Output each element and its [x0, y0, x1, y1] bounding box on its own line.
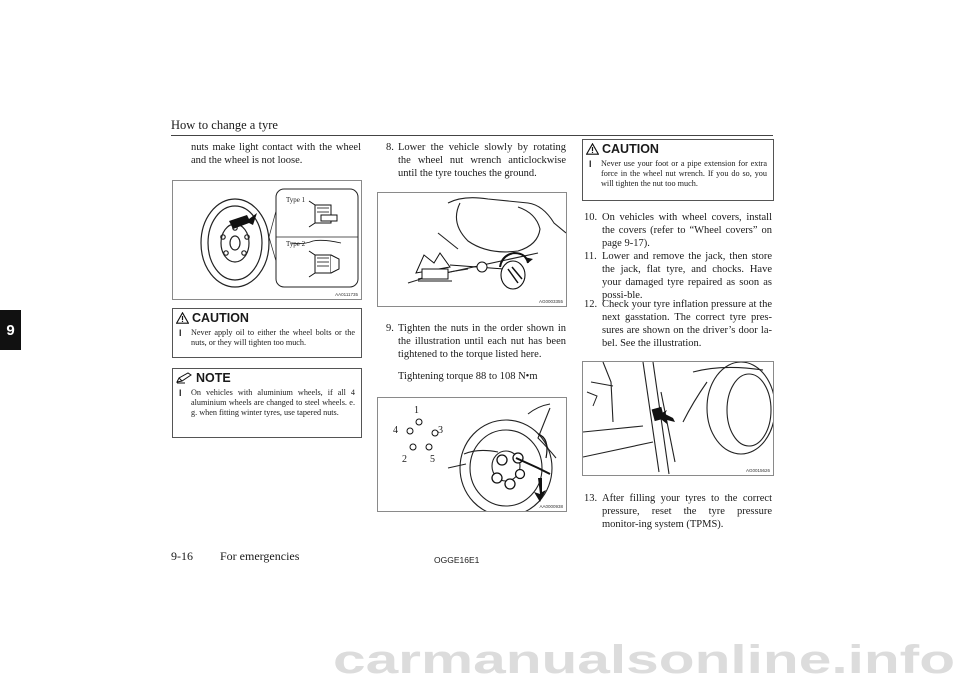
wheel-nut-illustration [173, 181, 361, 299]
figure-door-label [582, 361, 774, 476]
step-8 [386, 141, 566, 180]
type2-label: Type 2 [286, 240, 306, 248]
order-label-5: 5 [430, 454, 435, 465]
figure-code: AG0003355 [538, 299, 563, 304]
step-text: On vehicles with wheel covers, install the covers (refer to “Wheel covers” on page 9-17). [602, 212, 772, 249]
section-name: For emergencies [220, 549, 300, 563]
step-number: 8. [386, 142, 394, 153]
step-12 [584, 298, 772, 350]
watermark-text: carmanualsonline.info [333, 638, 955, 679]
caution-box-right [582, 139, 774, 201]
step-9 [386, 322, 566, 361]
type1-label: Type 1 [286, 196, 306, 204]
step-text: After filling your tyres to the correct pressure, reset the tyre pressure monitor-ing system (TPMS). [602, 493, 772, 530]
order-label-3: 3 [438, 425, 443, 436]
step-number: 9. [386, 323, 394, 334]
figure-tightening-order [377, 397, 567, 512]
caution-title: CAUTION [602, 141, 659, 156]
note-box [172, 368, 362, 438]
intro-text: nuts make light contact with the wheel and the wheel is not loose. [191, 142, 361, 166]
page-header-title: How to change a tyre [171, 118, 278, 132]
step-text: Check your tyre inflation pressure at the next gasstation. The correct tyre pres-sures are shown on the driver’s door la-bel. See the illustration. [602, 299, 772, 349]
step-text: Lower and remove the jack, then store the jack, flat tyre, and chocks. Have your damaged tyre repaired as soon as possi-ble. [602, 251, 772, 301]
note-title: NOTE [196, 370, 231, 385]
jack-lowering-illustration [378, 193, 566, 306]
step-13 [584, 492, 772, 531]
caution-text: Never apply oil to either the wheel bolts or the nuts, or they will tighten too much. [191, 328, 355, 347]
figure-wheel-nut-types [172, 180, 362, 300]
caution-text: Never use your foot or a pipe extension for extra force in the wheel nut wrench. If you do so, you will tighten the nut too much. [601, 159, 767, 188]
warning-triangle-icon [586, 143, 599, 155]
step-10 [584, 211, 772, 250]
step-number: 10. [584, 212, 598, 223]
figure-lowering-vehicle [377, 192, 567, 307]
order-label-1: 1 [414, 405, 419, 416]
bullet-icon: l [179, 328, 182, 338]
step-text: Lower the vehicle slowly by rotating the wheel nut wrench anticlockwise until the tyre touches the ground. [398, 142, 566, 179]
order-label-4: 4 [393, 425, 398, 436]
step-number: 12. [584, 299, 598, 310]
caution-header [173, 309, 361, 326]
caution-title: CAUTION [192, 310, 249, 325]
watermark [0, 635, 960, 679]
bullet-icon: l [179, 388, 182, 398]
watermark-text-graphic [0, 635, 960, 679]
step-number: 11. [584, 251, 597, 262]
step-11 [584, 250, 772, 302]
bullet-icon: l [589, 159, 592, 169]
page-number: 9-16 [171, 549, 193, 563]
chapter-tab: 9 [0, 310, 21, 350]
figure-code: AG0015626 [745, 468, 770, 473]
note-text: On vehicles with aluminium wheels, if all 4 aluminium wheels are changed to steel wheels. e. g. when fitting winter tyres, use tapered nuts. [191, 388, 355, 417]
note-header [173, 369, 361, 386]
step-number: 13. [584, 493, 598, 504]
note-pencil-icon [176, 372, 193, 384]
order-label-2: 2 [402, 454, 407, 465]
document-code: OGGE16E1 [434, 555, 480, 565]
header-divider [171, 135, 773, 136]
figure-code: AA0000938 [539, 504, 563, 509]
caution-header [583, 140, 773, 157]
warning-triangle-icon [176, 312, 189, 324]
step-text: Tighten the nuts in the order shown in the illustration until each nut has been tightened to the torque listed here. [398, 323, 566, 360]
figure-code: AA0111735 [335, 292, 358, 297]
torque-spec: Tightening torque 88 to 108 N•m [398, 371, 538, 382]
door-pillar-illustration [583, 362, 773, 475]
caution-box-left [172, 308, 362, 358]
